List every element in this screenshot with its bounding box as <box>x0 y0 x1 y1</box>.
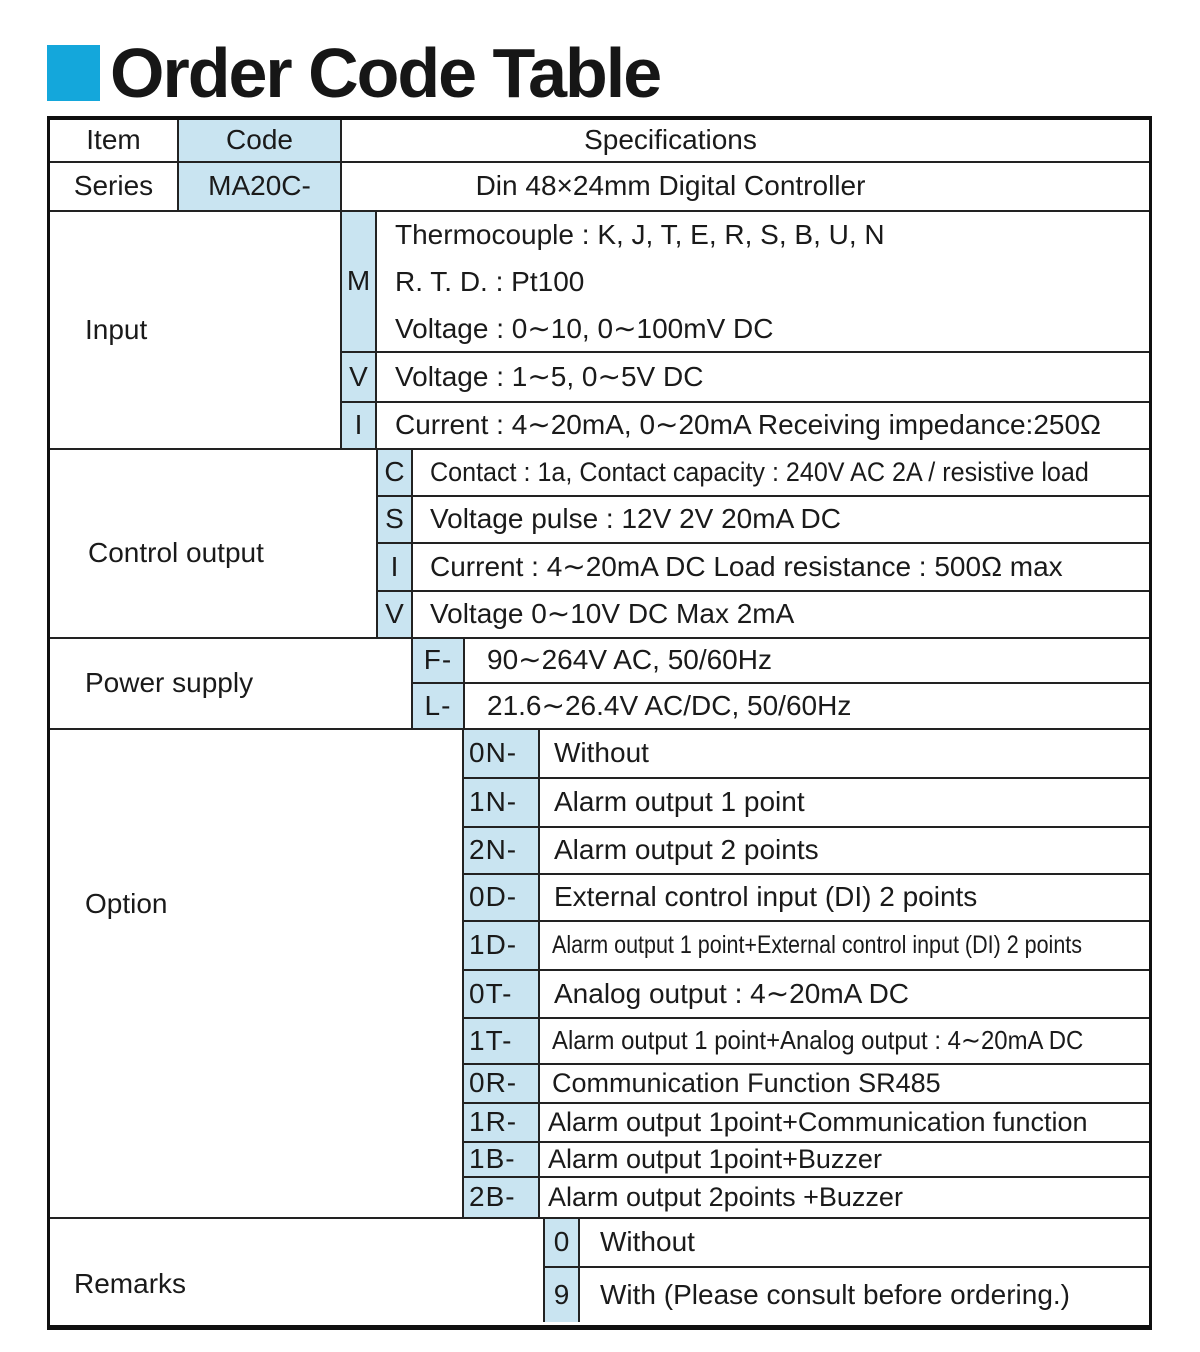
remarks-spec-0: Without <box>580 1219 1149 1268</box>
option-code-1D: 1D- <box>464 922 540 971</box>
input-spec-M-line3: Voltage : 0∼10, 0∼100mV DC <box>395 313 774 344</box>
option-spec-1D <box>540 922 1149 971</box>
order-code-table <box>47 116 1152 1330</box>
control-output-spec-C-text: Contact : 1a, Contact capacity : 240V AC 2A / resistive load <box>430 456 1089 487</box>
control-output-code-C: C <box>378 450 413 497</box>
series-code: MA20C- <box>179 163 342 212</box>
control-output-spec-C <box>413 450 1149 497</box>
option-code-1R: 1R- <box>464 1104 540 1143</box>
control-output-spec-I: Current : 4∼20mA DC Load resistance : 500Ω max <box>413 544 1149 592</box>
power-supply-code-F: F- <box>413 639 465 684</box>
series-spec: Din 48×24mm Digital Controller <box>342 163 1149 212</box>
input-spec-M-line2: R. T. D. : Pt100 <box>395 266 585 297</box>
input-code-I: I <box>342 403 377 450</box>
column-header-item: Item <box>50 120 179 163</box>
title-accent-square <box>47 45 100 101</box>
option-code-1N: 1N- <box>464 779 540 828</box>
option-spec-1T <box>540 1019 1149 1065</box>
option-spec-2B: Alarm output 2points +Buzzer <box>540 1178 1149 1219</box>
control-output-code-S: S <box>378 497 413 544</box>
option-spec-1B: Alarm output 1point+Buzzer <box>540 1143 1149 1178</box>
option-spec-0D: External control input (DI) 2 points <box>540 875 1149 922</box>
option-code-0R: 0R- <box>464 1065 540 1104</box>
power-supply-spec-F: 90∼264V AC, 50/60Hz <box>465 639 1149 684</box>
option-code-0N: 0N- <box>464 730 540 779</box>
column-header-specifications: Specifications <box>342 120 1149 163</box>
power-supply-spec-L: 21.6∼26.4V AC/DC, 50/60Hz <box>465 684 1149 730</box>
option-spec-1R: Alarm output 1point+Communication function <box>540 1104 1149 1143</box>
option-code-1T: 1T- <box>464 1019 540 1065</box>
input-spec-I: Current : 4∼20mA, 0∼20mA Receiving impedance:250Ω <box>377 403 1149 450</box>
input-spec-V: Voltage : 1∼5, 0∼5V DC <box>377 353 1149 403</box>
control-output-spec-S: Voltage pulse : 12V 2V 20mA DC <box>413 497 1149 544</box>
power-supply-code-L: L- <box>413 684 465 730</box>
option-spec-0N: Without <box>540 730 1149 779</box>
section-label-remarks: Remarks <box>50 1219 545 1322</box>
option-spec-1T-text: Alarm output 1 point+Analog output : 4∼20mA DC <box>552 1025 1084 1056</box>
option-spec-1D-text: Alarm output 1 point+External control input (DI) 2 points <box>552 931 1083 960</box>
option-code-0D: 0D- <box>464 875 540 922</box>
option-spec-1N: Alarm output 1 point <box>540 779 1149 828</box>
section-label-power-supply: Power supply <box>50 639 413 730</box>
control-output-spec-V: Voltage 0∼10V DC Max 2mA <box>413 592 1149 639</box>
option-code-0T: 0T- <box>464 971 540 1019</box>
option-spec-0R: Communication Function SR485 <box>540 1065 1149 1104</box>
option-code-2B: 2B- <box>464 1178 540 1219</box>
control-output-code-I: I <box>378 544 413 592</box>
option-code-2N: 2N- <box>464 828 540 875</box>
input-code-V: V <box>342 353 377 403</box>
remarks-code-0: 0 <box>545 1219 580 1268</box>
option-spec-0T: Analog output : 4∼20mA DC <box>540 971 1149 1019</box>
section-label-control-output: Control output <box>50 450 378 639</box>
remarks-code-9: 9 <box>545 1268 580 1322</box>
control-output-code-V: V <box>378 592 413 639</box>
remarks-spec-9: With (Please consult before ordering.) <box>600 1278 1070 1310</box>
section-label-option: Option <box>50 730 464 1219</box>
input-spec-M-line1: Thermocouple : K, J, T, E, R, S, B, U, N <box>395 219 885 250</box>
series-item-label: Series <box>50 163 179 212</box>
column-header-code: Code <box>179 120 342 163</box>
option-spec-2N: Alarm output 2 points <box>540 828 1149 875</box>
input-spec-M <box>377 212 1149 353</box>
section-label-input: Input <box>50 212 342 450</box>
page-header <box>47 34 661 112</box>
page-title: Order Code Table <box>110 34 661 112</box>
option-code-1B: 1B- <box>464 1143 540 1178</box>
input-code-M: M <box>342 212 377 353</box>
